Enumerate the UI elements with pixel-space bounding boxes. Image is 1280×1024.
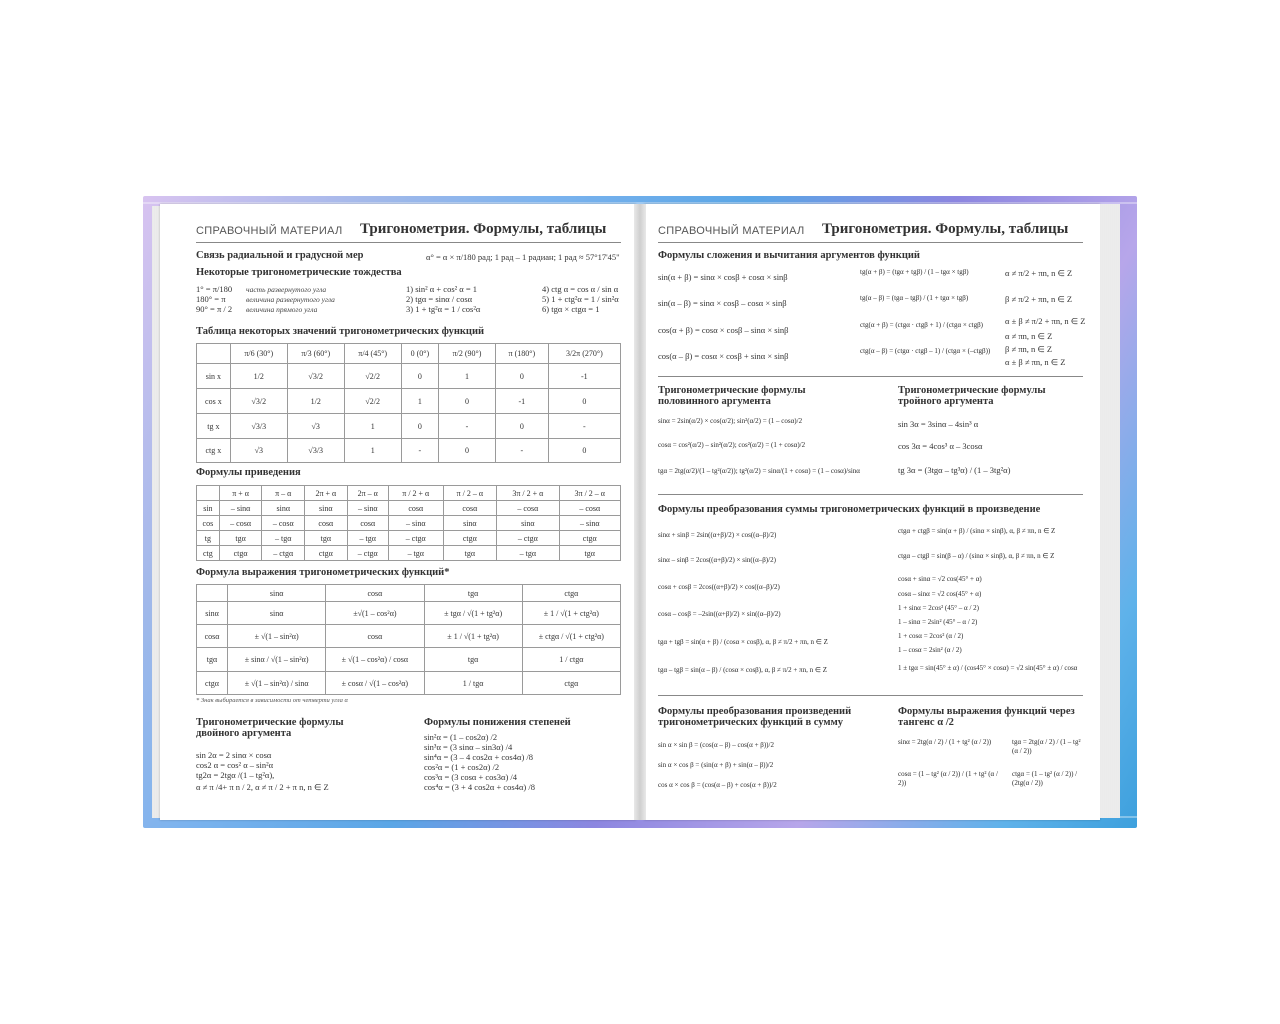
table-cell: – sinα: [388, 516, 443, 531]
table-cell: √3/3: [230, 414, 287, 439]
angle-value: 1° = π/180: [196, 284, 233, 294]
table-cell: 0: [495, 364, 548, 389]
half-line: tgα = 2tg(α/2)/(1 – tg²(α/2)); tg²(α/2) = sinα/(1 + cosα) = (1 – cosα)/sinα: [658, 467, 860, 475]
prod-line: sin α × sin β = (cos(α – β) – cos(α + β))/2: [658, 741, 774, 749]
table-cell: cosα: [305, 516, 347, 531]
tan-line: cosα = (1 – tg² (α / 2)) / (1 + tg² (α / 2)): [898, 770, 998, 787]
power-title: Формулы понижения степеней: [424, 717, 571, 728]
sum-right-line: 1 – sinα = 2sin² (45° – α / 2): [898, 618, 978, 626]
table-cell: ± 1 / √(1 + ctg²α): [522, 602, 620, 625]
table-cell: – ctgα: [347, 546, 388, 561]
table-cell: 1/2: [287, 389, 344, 414]
table-cell: – tgα: [347, 531, 388, 546]
section-rule: [658, 494, 1083, 495]
double-title: Тригонометрические формулы двойного аргумента: [196, 717, 344, 739]
table-cell: -1: [495, 389, 548, 414]
table-cell: – cosα: [497, 501, 559, 516]
table-cell: 3π / 2 + α: [497, 486, 559, 501]
table-cell: 1: [439, 364, 496, 389]
add-tg-line: ctg(α – β) = (ctgα · ctgβ – 1) / (ctgα × (–ctgβ)): [860, 347, 991, 355]
table-cell: sinα: [197, 602, 228, 625]
tan-line: sinα = 2tg(α / 2) / (1 + tg² (α / 2)): [898, 738, 992, 746]
add-line: cos(α + β) = cosα × cosβ – sinα × sinβ: [658, 325, 789, 335]
header-title: Тригонометрия. Формулы, таблицы: [360, 221, 607, 237]
power-line: sin³α = (3 sinα – sin3α) /4: [424, 742, 513, 752]
table-row: [197, 625, 621, 648]
add-title: Формулы сложения и вычитания аргументов функций: [658, 250, 920, 261]
table-cell: √2/2: [344, 364, 401, 389]
identity: 6) tgα × ctgα = 1: [542, 304, 600, 314]
header-rule: [658, 242, 1083, 243]
sum-title: Формулы преобразования суммы тригонометрических функций в произведение: [658, 504, 1041, 515]
table-cell: ± ctgα / √(1 + ctg²α): [522, 625, 620, 648]
table-row: [197, 364, 621, 389]
sum-left-line: tgα + tgβ = sin(α + β) / (cosα × cosβ), α, β ≠ π/2 + πn, n ∈ Z: [658, 638, 828, 646]
table-cell: π/4 (45°): [344, 344, 401, 364]
table-row: [197, 439, 621, 463]
table-cell: tgα: [443, 546, 497, 561]
radian-title: Связь радиальной и градусной мер: [196, 250, 364, 261]
table-cell: sin x: [197, 364, 231, 389]
table-cell: 1: [344, 414, 401, 439]
table-cell: cosα: [388, 501, 443, 516]
table-cell: ctgα: [219, 546, 262, 561]
table-cell: ctgα: [305, 546, 347, 561]
table-cell: √3/2: [287, 364, 344, 389]
angle-desc: величина прямого угла: [246, 305, 318, 314]
add-tg-line: tg(α – β) = (tgα – tgβ) / (1 + tgα × tgβ): [860, 294, 969, 302]
power-line: cos⁴α = (3 + 4 cos2α + cos4α) /8: [424, 782, 535, 792]
table-cell: 0: [439, 439, 496, 463]
identity: 3) 1 + tg²α = 1 / cos²α: [406, 304, 481, 314]
table-cell: cosα: [197, 625, 228, 648]
table-cell: ctg: [197, 546, 220, 561]
table-cell: tgα: [424, 585, 522, 602]
sum-right-line: ctgα – ctgβ = sin(β – α) / (sinα × sinβ), α, β ≠ πn, n ∈ Z: [898, 552, 1055, 560]
power-line: cos³α = (3 cosα + cos3α) /4: [424, 772, 518, 782]
table-cell: π/3 (60°): [287, 344, 344, 364]
table-cell: -: [401, 439, 438, 463]
table-cell: π (180°): [495, 344, 548, 364]
identity: 2) tgα = sinα / cosα: [406, 294, 473, 304]
tan-line: ctgα = (1 – tg² (α / 2)) / (2tg(α / 2)): [1012, 770, 1078, 787]
table-cell: ctgα: [522, 585, 620, 602]
table-cell: sinα: [305, 501, 347, 516]
table-cell: ctgα: [197, 672, 228, 695]
table-cell: – cosα: [219, 516, 262, 531]
sum-left-line: sinα – sinβ = 2cos((α+β)/2) × sin((α–β)/2): [658, 556, 776, 564]
section-rule: [658, 695, 1083, 696]
table-cell: ctgα: [443, 531, 497, 546]
table-cell: 3π / 2 – α: [559, 486, 620, 501]
table-cell: √2/2: [344, 389, 401, 414]
table-row: [197, 344, 621, 364]
add-cond: α ≠ π/2 + πn, n ∈ Z: [1005, 268, 1073, 278]
table-cell: 0: [439, 389, 496, 414]
table-cell: sinα: [228, 585, 326, 602]
expr-note: * Знак выбирается в зависимости от четверти угла α: [196, 697, 348, 704]
table-row: [197, 414, 621, 439]
table-cell: π – α: [262, 486, 305, 501]
power-line: cos²α = (1 + cos2α) /2: [424, 762, 500, 772]
table-cell: cos x: [197, 389, 231, 414]
table-row: [197, 516, 621, 531]
table-cell: √3: [287, 414, 344, 439]
table-cell: ± cosα / √(1 – cos²α): [326, 672, 424, 695]
table-cell: ± sinα / √(1 – sin²α): [228, 648, 326, 672]
table-cell: π/2 (90°): [439, 344, 496, 364]
table-cell: √3/3: [287, 439, 344, 463]
angle-desc: часть развернутого угла: [246, 285, 327, 294]
table-row: [197, 531, 621, 546]
table-cell: 0 (0°): [401, 344, 438, 364]
radian-formula: α° = α × π/180 рад; 1 рад – 1 радиан; 1 рад ≈ 57°17'45": [426, 252, 620, 262]
table-cell: tgα: [424, 648, 522, 672]
table-cell: tgα: [197, 648, 228, 672]
power-line: sin⁴α = (3 – 4 cos2α + cos4α) /8: [424, 752, 534, 762]
table-cell: tgα: [219, 531, 262, 546]
add-cond: α ± β ≠ π/2 + πn, n ∈ Z: [1005, 316, 1086, 326]
table-cell: -: [548, 414, 620, 439]
values-table: [196, 343, 621, 463]
prod-line: cos α × cos β = (cos(α – β) + cos(α + β))/2: [658, 781, 777, 789]
table-cell: – sinα: [219, 501, 262, 516]
add-line: sin(α + β) = sinα × cosβ + cosα × sinβ: [658, 272, 788, 282]
identity: 4) ctg α = cos α / sin α: [542, 284, 619, 294]
table-row: [197, 672, 621, 695]
table-cell: – sinα: [347, 501, 388, 516]
table-cell: cos: [197, 516, 220, 531]
double-line: α ≠ π /4+ π n / 2, α ≠ π / 2 + π n, n ∈ Z: [196, 782, 329, 792]
sum-left-line: cosα – cosβ = –2sin((α+β)/2) × sin((α–β)/2): [658, 610, 781, 618]
table-cell: sinα: [262, 501, 305, 516]
sum-right-line: cosα – sinα = √2 cos(45° + α): [898, 590, 982, 598]
table-cell: – tgα: [262, 531, 305, 546]
table-cell: tg x: [197, 414, 231, 439]
table-row: [197, 389, 621, 414]
table-cell: sinα: [497, 516, 559, 531]
half-title: Тригонометрические формулы половинного аргумента: [658, 385, 806, 407]
sum-right-line: 1 – cosα = 2sin² (α / 2): [898, 646, 962, 654]
half-line: sinα = 2sin(α/2) × cos(α/2); sin²(α/2) = (1 – cosα)/2: [658, 417, 803, 425]
table-row: [197, 546, 621, 561]
half-line: cosα = cos²(α/2) – sin²(α/2); cos²(α/2) = (1 + cosα)/2: [658, 441, 806, 449]
sum-right-line: 1 ± tgα = sin(45° ± α) / (cos45° × cosα) = √2 sin(45° ± α) / cosα: [898, 664, 1078, 672]
table-cell: π + α: [219, 486, 262, 501]
add-line: cos(α – β) = cosα × cosβ + sinα × sinβ: [658, 351, 789, 361]
table-cell: – cosα: [559, 501, 620, 516]
table-cell: – ctgα: [262, 546, 305, 561]
table-cell: cosα: [326, 625, 424, 648]
table-row: [197, 486, 621, 501]
identities-title: Некоторые тригонометрические тождества: [196, 267, 402, 278]
table-cell: 1: [344, 439, 401, 463]
table-cell: π / 2 – α: [443, 486, 497, 501]
header-rule: [196, 242, 621, 243]
angle-value: 180° = π: [196, 294, 226, 304]
table-cell: cosα: [443, 501, 497, 516]
table-cell: sin: [197, 501, 220, 516]
prod-line: sin α × cos β = (sin(α + β) + sin(α – β))/2: [658, 761, 774, 769]
table-cell: – tgα: [497, 546, 559, 561]
add-cond: α ± β ≠ πn, n ∈ Z: [1005, 357, 1066, 367]
sum-right-line: ctgα + ctgβ = sin(α + β) / (sinα × sinβ), α, β ≠ πn, n ∈ Z: [898, 527, 1056, 535]
tan-title: Формулы выражения функций через тангенс α /2: [898, 706, 1075, 728]
table-cell: ± √(1 – cos²α) / cosα: [326, 648, 424, 672]
table-cell: 0: [548, 439, 620, 463]
table-row: [197, 648, 621, 672]
table-cell: – cosα: [262, 516, 305, 531]
table-cell: ± √(1 – sin²α) / sinα: [228, 672, 326, 695]
left-page-edges: [152, 206, 160, 818]
table-cell: ctgα: [522, 672, 620, 695]
table-cell: 1: [401, 389, 438, 414]
power-line: sin²α = (1 – cos2α) /2: [424, 732, 498, 742]
table-cell: 0: [401, 364, 438, 389]
add-cond: α ≠ πn, n ∈ Z: [1005, 331, 1053, 341]
table-row: [197, 501, 621, 516]
table-row: [197, 585, 621, 602]
sum-right-line: 1 + cosα = 2cos² (α / 2): [898, 632, 964, 640]
table-cell: sinα: [228, 602, 326, 625]
header-label: СПРАВОЧНЫЙ МАТЕРИАЛ: [196, 225, 343, 237]
table-cell: – sinα: [559, 516, 620, 531]
sum-right-line: 1 + sinα = 2cos² (45° – α / 2): [898, 604, 979, 612]
table-cell: √3/2: [230, 389, 287, 414]
table-cell: 0: [548, 389, 620, 414]
table-cell: [197, 486, 220, 501]
table-cell: π / 2 + α: [388, 486, 443, 501]
table-cell: -: [495, 439, 548, 463]
table-cell: sinα: [443, 516, 497, 531]
header-label: СПРАВОЧНЫЙ МАТЕРИАЛ: [658, 225, 805, 237]
table-cell: 2π – α: [347, 486, 388, 501]
table-cell: √3: [230, 439, 287, 463]
table-cell: [197, 344, 231, 364]
section-rule: [658, 376, 1083, 377]
table-row: [197, 602, 621, 625]
table-cell: tgα: [305, 531, 347, 546]
table-cell: ± tgα / √(1 + tg²α): [424, 602, 522, 625]
book-gutter: [634, 204, 646, 820]
table-cell: 0: [495, 414, 548, 439]
values-title: Таблица некоторых значений тригонометрических функций: [196, 326, 485, 337]
add-line: sin(α – β) = sinα × cosβ – cosα × sinβ: [658, 298, 787, 308]
identity: 1) sin² α + cos² α = 1: [406, 284, 478, 294]
right-page-edges: [1100, 204, 1120, 818]
double-line: sin 2α = 2 sinα × cosα: [196, 750, 272, 760]
table-cell: ± 1 / √(1 + tg²α): [424, 625, 522, 648]
expr-title: Формула выражения тригонометрических функций*: [196, 567, 450, 578]
triple-line: cos 3α = 4cos³ α – 3cosα: [898, 441, 983, 451]
identity: 5) 1 + ctg²α = 1 / sin²α: [542, 294, 619, 304]
double-line: cos2 α = cos² α – sin²α: [196, 760, 274, 770]
sum-left-line: cosα + cosβ = 2cos((α+β)/2) × cos((α–β)/2): [658, 583, 780, 591]
table-cell: ±√(1 – cos²α): [326, 602, 424, 625]
add-cond: β ≠ π/2 + πn, n ∈ Z: [1005, 294, 1073, 304]
triple-title: Тригонометрические формулы тройного аргумента: [898, 385, 1046, 407]
table-cell: ctg x: [197, 439, 231, 463]
table-cell: 3/2π (270°): [548, 344, 620, 364]
table-cell: -1: [548, 364, 620, 389]
table-cell: – tgα: [388, 546, 443, 561]
sum-right-line: cosα + sinα = √2 cos(45° + α): [898, 575, 982, 583]
table-cell: 0: [401, 414, 438, 439]
double-line: tg2α = 2tgα /(1 – tg²α),: [196, 770, 275, 780]
header-title: Тригонометрия. Формулы, таблицы: [822, 221, 1069, 237]
triple-line: tg 3α = (3tgα – tg³α) / (1 – 3tg²α): [898, 465, 1011, 475]
table-cell: tg: [197, 531, 220, 546]
add-cond: β ≠ πn, n ∈ Z: [1005, 344, 1053, 354]
reduction-table: [196, 485, 621, 561]
reduction-title: Формулы приведения: [196, 467, 301, 478]
table-cell: cosα: [326, 585, 424, 602]
table-cell: – ctgα: [388, 531, 443, 546]
triple-line: sin 3α = 3sinα – 4sin³ α: [898, 419, 979, 429]
add-tg-line: tg(α + β) = (tgα + tgβ) / (1 – tgα × tgβ): [860, 268, 969, 276]
tan-line: tgα = 2tg(α / 2) / (1 – tg² (α / 2)): [1012, 738, 1081, 755]
table-cell: 2π + α: [305, 486, 347, 501]
add-tg-line: ctg(α + β) = (ctgα · ctgβ + 1) / (ctgα × ctgβ): [860, 321, 983, 329]
table-cell: 1/2: [230, 364, 287, 389]
prod-title: Формулы преобразования произведений тригонометрических функций в сумму: [658, 706, 852, 728]
table-cell: tgα: [559, 546, 620, 561]
table-cell: -: [439, 414, 496, 439]
sum-left-line: sinα + sinβ = 2sin((α+β)/2) × cos((α–β)/2): [658, 531, 777, 539]
table-cell: 1 / tgα: [424, 672, 522, 695]
sum-left-line: tgα – tgβ = sin(α – β) / (cosα × cosβ), α, β ≠ π/2 + πn, n ∈ Z: [658, 666, 827, 674]
table-cell: π/6 (30°): [230, 344, 287, 364]
table-cell: ctgα: [559, 531, 620, 546]
angle-value: 90° = π / 2: [196, 304, 233, 314]
table-cell: – ctgα: [497, 531, 559, 546]
table-cell: 1 / ctgα: [522, 648, 620, 672]
table-cell: cosα: [347, 516, 388, 531]
expr-table: [196, 584, 621, 695]
table-cell: [197, 585, 228, 602]
table-cell: ± √(1 – sin²α): [228, 625, 326, 648]
angle-desc: величина развернутого угла: [246, 295, 335, 304]
